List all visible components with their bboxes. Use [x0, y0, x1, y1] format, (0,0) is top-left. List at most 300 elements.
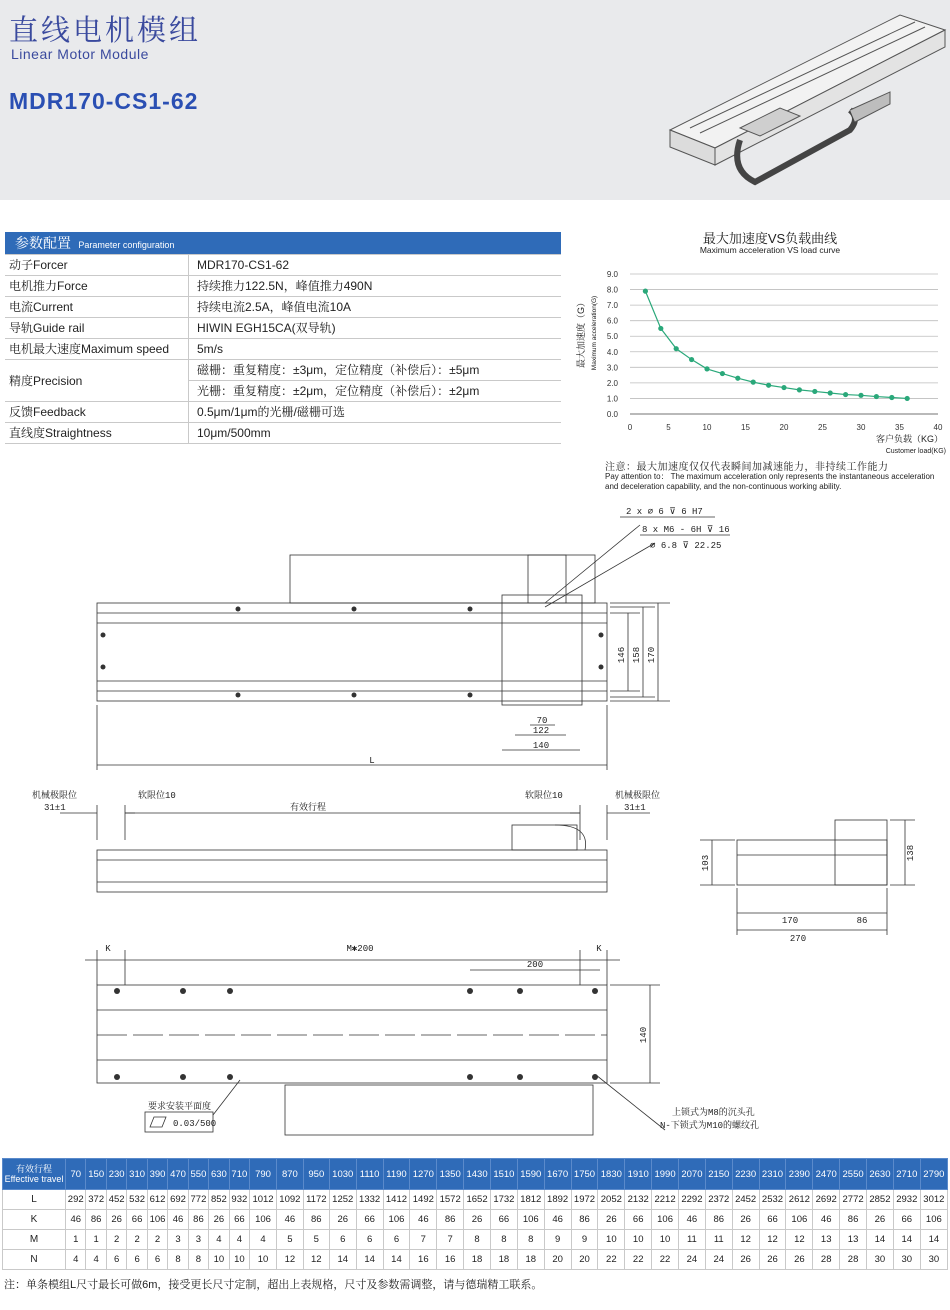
chart-xtick-label: 30	[856, 423, 866, 432]
param-row	[5, 317, 561, 338]
chart-data-point	[704, 366, 709, 371]
param-label: 精度Precision	[5, 359, 189, 401]
travel-value-cell: 1590	[517, 1159, 544, 1190]
travel-cell: 26	[867, 1210, 894, 1230]
travel-cell: 9	[571, 1230, 598, 1250]
travel-cell: 3012	[920, 1190, 947, 1210]
side-138: 138	[906, 844, 916, 862]
travel-cell: 2292	[678, 1190, 705, 1210]
travel-value-cell: 2230	[732, 1159, 759, 1190]
travel-cell: 452	[106, 1190, 126, 1210]
travel-cell: 66	[229, 1210, 249, 1230]
travel-cell: 4	[86, 1250, 106, 1270]
module-body-side	[97, 850, 607, 892]
travel-cell: 22	[598, 1250, 625, 1270]
chart-xtick-label: 10	[702, 423, 712, 432]
travel-cell: 2452	[732, 1190, 759, 1210]
mech-limit-right-val: 31±1	[624, 803, 646, 813]
travel-cell: 2692	[813, 1190, 840, 1210]
travel-cell: 9	[544, 1230, 571, 1250]
travel-value-cell: 710	[229, 1159, 249, 1190]
travel-cell: 66	[625, 1210, 652, 1230]
travel-cell: 18	[517, 1250, 544, 1270]
travel-cell: 86	[705, 1210, 732, 1230]
dim-146: 146	[617, 646, 627, 664]
travel-cell: 10	[652, 1230, 679, 1250]
side-170: 170	[781, 916, 799, 926]
travel-value-cell: 1910	[625, 1159, 652, 1190]
travel-cell: 30	[920, 1250, 947, 1270]
travel-cell: 2	[147, 1230, 167, 1250]
param-label: 反馈Feedback	[5, 401, 189, 422]
chart-data-point	[812, 389, 817, 394]
chart-ytick-label: 5.0	[606, 332, 618, 342]
travel-cell: 4	[66, 1250, 86, 1270]
travel-cell: 10	[598, 1230, 625, 1250]
model-number: MDR170-CS1-62	[9, 88, 199, 114]
chart-xlabel: 客户负载（KG）	[875, 434, 943, 444]
travel-cell: 20	[544, 1250, 571, 1270]
travel-cell: 2052	[598, 1190, 625, 1210]
module-body-bottom	[97, 985, 607, 1083]
travel-cell: 612	[147, 1190, 167, 1210]
dim-M200: M✱200	[346, 944, 374, 954]
chart-data-point	[905, 396, 910, 401]
param-row	[5, 359, 561, 380]
travel-cell: 46	[276, 1210, 303, 1230]
soft-limit-left: 软限位10	[138, 791, 176, 801]
travel-cell: 16	[437, 1250, 464, 1270]
chart-xtick-label: 20	[779, 423, 789, 432]
travel-cell: 7	[410, 1230, 437, 1250]
travel-cell: 2212	[652, 1190, 679, 1210]
travel-cell: 46	[66, 1210, 86, 1230]
travel-cell: 10	[625, 1230, 652, 1250]
travel-row-M	[3, 1230, 948, 1250]
travel-cell: 28	[840, 1250, 867, 1270]
page-subtitle: Linear Motor Module	[11, 46, 149, 62]
travel-cell: 86	[840, 1210, 867, 1230]
travel-cell: 26	[329, 1210, 356, 1230]
travel-cell: 6	[329, 1230, 356, 1250]
travel-value-cell: 1830	[598, 1159, 625, 1190]
travel-cell: 10	[229, 1250, 249, 1270]
chart-data-point	[689, 357, 694, 362]
param-row	[5, 338, 561, 359]
chart-data-point	[858, 393, 863, 398]
travel-cell: 2852	[867, 1190, 894, 1210]
travel-cell: 26	[598, 1210, 625, 1230]
travel-cell: 26	[732, 1210, 759, 1230]
travel-value-cell: 1030	[329, 1159, 356, 1190]
travel-cell: 106	[517, 1210, 544, 1230]
travel-header-label	[3, 1159, 66, 1190]
travel-cell: 10	[209, 1250, 229, 1270]
parameter-title-en: Parameter configuration	[78, 239, 175, 250]
travel-cell: 2532	[759, 1190, 786, 1210]
travel-cell: 1812	[517, 1190, 544, 1210]
travel-header-row	[3, 1159, 948, 1190]
param-value: 持续电流2.5A，峰值电流10A	[189, 296, 562, 317]
chart-note-en: Pay attention to： The maximum acceleration only represents the instantaneous acceleration and deceleration capability, and the non-continuous working ability.	[605, 472, 935, 491]
travel-value-cell: 2310	[759, 1159, 786, 1190]
travel-value-cell: 2710	[893, 1159, 920, 1190]
travel-cell: 66	[893, 1210, 920, 1230]
travel-cell: 2932	[893, 1190, 920, 1210]
dim-200: 200	[526, 960, 544, 970]
side-103: 103	[701, 854, 711, 872]
travel-cell: 6	[106, 1250, 126, 1270]
travel-cell: 66	[759, 1210, 786, 1230]
travel-row-label: N	[3, 1250, 66, 1270]
travel-cell: 106	[250, 1210, 277, 1230]
travel-cell: 14	[920, 1230, 947, 1250]
travel-cell: 1	[66, 1230, 86, 1250]
travel-cell: 2372	[705, 1190, 732, 1210]
travel-cell: 46	[410, 1210, 437, 1230]
travel-cell: 106	[920, 1210, 947, 1230]
chart-ylabel: 最大加速度（G）	[576, 297, 586, 369]
travel-row-K	[3, 1210, 948, 1230]
travel-value-cell: 2630	[867, 1159, 894, 1190]
technical-drawing	[0, 495, 950, 1155]
travel-cell: 66	[356, 1210, 383, 1230]
param-row	[5, 254, 561, 275]
chart-subtitle: Maximum acceleration VS load curve	[699, 245, 841, 255]
chart-ytick-label: 0.0	[606, 410, 618, 419]
travel-cell: 12	[786, 1230, 813, 1250]
travel-cell: 8	[188, 1250, 208, 1270]
travel-cell: 852	[209, 1190, 229, 1210]
travel-cell: 1092	[276, 1190, 303, 1210]
travel-cell: 372	[86, 1190, 106, 1210]
param-value: MDR170-CS1-62	[189, 254, 562, 275]
param-value: 持续推力122.5N，峰值推力490N	[189, 275, 562, 296]
travel-cell: 1172	[303, 1190, 329, 1210]
chart-series-line	[645, 291, 907, 398]
mech-limit-left: 机械极限位	[32, 791, 78, 801]
travel-cell: 86	[571, 1210, 598, 1230]
travel-cell: 14	[383, 1250, 410, 1270]
chart-data-point	[828, 390, 833, 395]
travel-cell: 26	[759, 1250, 786, 1270]
chart-xtick-label: 35	[895, 423, 904, 432]
chart-data-point	[720, 371, 725, 376]
travel-cell: 26	[209, 1210, 229, 1230]
travel-cell: 46	[168, 1210, 188, 1230]
travel-cell: 8	[464, 1230, 491, 1250]
parameter-title: 参数配置	[15, 234, 71, 251]
travel-cell: 86	[303, 1210, 329, 1230]
travel-value-cell: 870	[276, 1159, 303, 1190]
travel-cell: 86	[86, 1210, 106, 1230]
chart-ytick-label: 1.0	[606, 394, 618, 404]
dim-K-right: K	[596, 944, 602, 954]
travel-cell: 1572	[437, 1190, 464, 1210]
travel-cell: 5	[276, 1230, 303, 1250]
travel-cell: 1892	[544, 1190, 571, 1210]
travel-cell: 6	[127, 1250, 147, 1270]
travel-value-cell: 2470	[813, 1159, 840, 1190]
travel-cell: 22	[625, 1250, 652, 1270]
flatness-label: 要求安装平面度	[148, 1102, 212, 1112]
travel-cell: 772	[188, 1190, 208, 1210]
chart-ylabel-en: Maximum acceleration(G)	[591, 295, 598, 371]
travel-cell: 106	[383, 1210, 410, 1230]
travel-row-L	[3, 1190, 948, 1210]
travel-cell: 30	[867, 1250, 894, 1270]
travel-cell: 13	[840, 1230, 867, 1250]
param-row	[5, 275, 561, 296]
parameter-table	[5, 232, 561, 444]
travel-cell: 6	[356, 1230, 383, 1250]
travel-cell: 13	[813, 1230, 840, 1250]
travel-value-cell: 1510	[490, 1159, 517, 1190]
travel-cell: 7	[437, 1230, 464, 1250]
travel-cell: 26	[732, 1250, 759, 1270]
param-value: HIWIN EGH15CA(双导轨)	[189, 317, 562, 338]
travel-value-cell: 470	[168, 1159, 188, 1190]
travel-value-cell: 1990	[652, 1159, 679, 1190]
travel-cell: 1	[86, 1230, 106, 1250]
travel-cell: 18	[464, 1250, 491, 1270]
travel-cell: 6	[383, 1230, 410, 1250]
travel-value-cell: 2390	[786, 1159, 813, 1190]
effective-travel: 有效行程	[290, 803, 327, 813]
travel-cell: 8	[517, 1230, 544, 1250]
mech-limit-left-val: 31±1	[44, 803, 66, 813]
travel-cell: 66	[490, 1210, 517, 1230]
travel-cell: 3	[168, 1230, 188, 1250]
travel-cell: 12	[276, 1250, 303, 1270]
travel-cell: 11	[705, 1230, 732, 1250]
chart-data-point	[674, 346, 679, 351]
travel-cell: 8	[168, 1250, 188, 1270]
travel-cell: 12	[303, 1250, 329, 1270]
travel-value-cell: 950	[303, 1159, 329, 1190]
acceleration-chart	[570, 258, 948, 458]
header-banner	[0, 0, 950, 200]
travel-cell: 2	[127, 1230, 147, 1250]
travel-value-cell: 1350	[437, 1159, 464, 1190]
travel-cell: 3	[188, 1230, 208, 1250]
chart-data-point	[874, 394, 879, 399]
dim-L: L	[369, 756, 375, 766]
travel-cell: 1732	[490, 1190, 517, 1210]
hole-spec-3: ⌀ 6.8 ⊽ 22.25	[650, 541, 722, 551]
travel-cell: 14	[893, 1230, 920, 1250]
travel-cell: 46	[544, 1210, 571, 1230]
chart-ytick-label: 7.0	[606, 301, 618, 311]
motor-cover	[290, 555, 595, 603]
param-value: 磁栅：重复精度：±3μm，定位精度（补偿后）：±5μm	[189, 359, 562, 380]
travel-value-cell: 2150	[705, 1159, 732, 1190]
param-label: 电流Current	[5, 296, 189, 317]
travel-cell: 30	[893, 1250, 920, 1270]
chart-xtick-label: 15	[741, 423, 750, 432]
parameter-table-header	[5, 232, 561, 254]
param-label: 电机最大速度Maximum speed	[5, 338, 189, 359]
travel-cell: 106	[147, 1210, 167, 1230]
chart-title: 最大加速度VS负载曲线	[702, 231, 838, 246]
travel-value-cell: 1750	[571, 1159, 598, 1190]
travel-cell: 2132	[625, 1190, 652, 1210]
travel-cell: 26	[786, 1250, 813, 1270]
mount-note-2: N-下锁式为M10的螺纹孔	[660, 1121, 760, 1131]
travel-row-label: K	[3, 1210, 66, 1230]
chart-data-point	[735, 376, 740, 381]
product-image	[660, 0, 950, 200]
param-label: 动子Forcer	[5, 254, 189, 275]
mech-limit-right: 机械极限位	[615, 791, 661, 801]
travel-cell: 86	[188, 1210, 208, 1230]
dim-70: 70	[536, 716, 548, 726]
travel-value-cell: 1670	[544, 1159, 571, 1190]
soft-limit-right: 软限位10	[525, 791, 563, 801]
chart-ytick-label: 9.0	[606, 270, 618, 279]
travel-cell: 1652	[464, 1190, 491, 1210]
param-label: 直线度Straightness	[5, 422, 189, 443]
travel-header-en: Effective travel	[4, 1174, 64, 1184]
travel-cell: 932	[229, 1190, 249, 1210]
chart-data-point	[643, 289, 648, 294]
chart-xlabel-en: Customer load(KG)	[885, 448, 946, 455]
chart-xtick-label: 40	[933, 423, 943, 432]
flatness-value: 0.03/500	[173, 1119, 217, 1129]
travel-cell: 2612	[786, 1190, 813, 1210]
travel-value-cell: 150	[86, 1159, 106, 1190]
chart-data-point	[751, 380, 756, 385]
travel-row-label: L	[3, 1190, 66, 1210]
travel-table	[2, 1158, 948, 1270]
chart-ytick-label: 8.0	[606, 285, 618, 295]
module-body-top	[97, 603, 607, 701]
chart-data-point	[658, 326, 663, 331]
travel-value-cell: 1270	[410, 1159, 437, 1190]
travel-cell: 1972	[571, 1190, 598, 1210]
chart-ytick-label: 3.0	[606, 363, 618, 373]
travel-cell: 46	[813, 1210, 840, 1230]
param-value: 5m/s	[189, 338, 562, 359]
travel-cell: 26	[464, 1210, 491, 1230]
param-value: 光栅：重复精度：±2μm，定位精度（补偿后）：±2μm	[189, 380, 562, 401]
travel-value-cell: 1430	[464, 1159, 491, 1190]
dim-158: 158	[632, 646, 642, 664]
travel-cell: 106	[786, 1210, 813, 1230]
travel-value-cell: 230	[106, 1159, 126, 1190]
dim-K-left: K	[105, 944, 111, 954]
travel-cell: 16	[410, 1250, 437, 1270]
travel-cell: 28	[813, 1250, 840, 1270]
mount-note-1: 上锁式为M8的沉头孔	[672, 1108, 755, 1118]
hole-spec-1: 2 x ⌀ 6 ⊽ 6 H7	[626, 507, 703, 517]
chart-ytick-label: 2.0	[606, 378, 618, 388]
travel-cell: 532	[127, 1190, 147, 1210]
travel-cell: 14	[867, 1230, 894, 1250]
travel-cell: 692	[168, 1190, 188, 1210]
travel-cell: 2	[106, 1230, 126, 1250]
param-value: 0.5μm/1μm的光栅/磁栅可选	[189, 401, 562, 422]
travel-cell: 4	[250, 1230, 277, 1250]
travel-value-cell: 630	[209, 1159, 229, 1190]
chart-ytick-label: 6.0	[606, 316, 618, 326]
travel-cell: 24	[678, 1250, 705, 1270]
travel-value-cell: 1110	[356, 1159, 383, 1190]
travel-cell: 20	[571, 1250, 598, 1270]
side-86: 86	[856, 916, 868, 926]
travel-cell: 6	[147, 1250, 167, 1270]
footnote: 注：单条模组L尺寸最长可做6m，接受更长尺寸定制，超出上表规格，尺寸及参数需调整，请与德瑞精工联系。	[4, 1279, 543, 1291]
chart-data-point	[843, 392, 848, 397]
travel-cell: 26	[106, 1210, 126, 1230]
param-label: 电机推力Force	[5, 275, 189, 296]
travel-cell: 24	[705, 1250, 732, 1270]
param-value: 10μm/500mm	[189, 422, 562, 443]
travel-cell: 10	[250, 1250, 277, 1270]
dim-140b: 140	[639, 1026, 649, 1044]
travel-cell: 1492	[410, 1190, 437, 1210]
dim-170: 170	[647, 646, 657, 664]
travel-cell: 12	[759, 1230, 786, 1250]
travel-row-N	[3, 1250, 948, 1270]
travel-cell: 106	[652, 1210, 679, 1230]
travel-cell: 1412	[383, 1190, 410, 1210]
travel-value-cell: 790	[250, 1159, 277, 1190]
chart-ytick-label: 4.0	[606, 347, 618, 357]
chart-xtick-label: 0	[627, 423, 633, 432]
dim-140: 140	[532, 741, 550, 751]
param-row	[5, 422, 561, 443]
travel-value-cell: 390	[147, 1159, 167, 1190]
travel-value-cell: 1190	[383, 1159, 410, 1190]
travel-cell: 12	[732, 1230, 759, 1250]
dim-122: 122	[532, 726, 550, 736]
page-title: 直线电机模组	[9, 15, 202, 47]
travel-cell: 46	[678, 1210, 705, 1230]
travel-cell: 14	[329, 1250, 356, 1270]
travel-cell: 14	[356, 1250, 383, 1270]
travel-value-cell: 2070	[678, 1159, 705, 1190]
module-end-view	[737, 840, 887, 885]
travel-cell: 18	[490, 1250, 517, 1270]
chart-data-point	[766, 383, 771, 388]
travel-cell: 66	[127, 1210, 147, 1230]
chart-data-point	[797, 387, 802, 392]
side-270: 270	[789, 934, 807, 944]
travel-cell: 11	[678, 1230, 705, 1250]
travel-value-cell: 2790	[920, 1159, 947, 1190]
hole-spec-2: 8 x M6 - 6H ⊽ 16	[642, 525, 730, 535]
chart-xtick-label: 25	[818, 423, 827, 432]
travel-cell: 22	[652, 1250, 679, 1270]
param-row	[5, 296, 561, 317]
travel-value-cell: 310	[127, 1159, 147, 1190]
param-label: 导轨Guide rail	[5, 317, 189, 338]
chart-data-point	[889, 395, 894, 400]
travel-value-cell: 2550	[840, 1159, 867, 1190]
travel-cell: 292	[66, 1190, 86, 1210]
travel-cell: 5	[303, 1230, 329, 1250]
travel-value-cell: 70	[66, 1159, 86, 1190]
travel-cell: 86	[437, 1210, 464, 1230]
param-row	[5, 401, 561, 422]
travel-cell: 2772	[840, 1190, 867, 1210]
travel-cell: 1012	[250, 1190, 277, 1210]
travel-row-label: M	[3, 1230, 66, 1250]
travel-cell: 1332	[356, 1190, 383, 1210]
travel-value-cell: 550	[188, 1159, 208, 1190]
travel-cell: 4	[209, 1230, 229, 1250]
